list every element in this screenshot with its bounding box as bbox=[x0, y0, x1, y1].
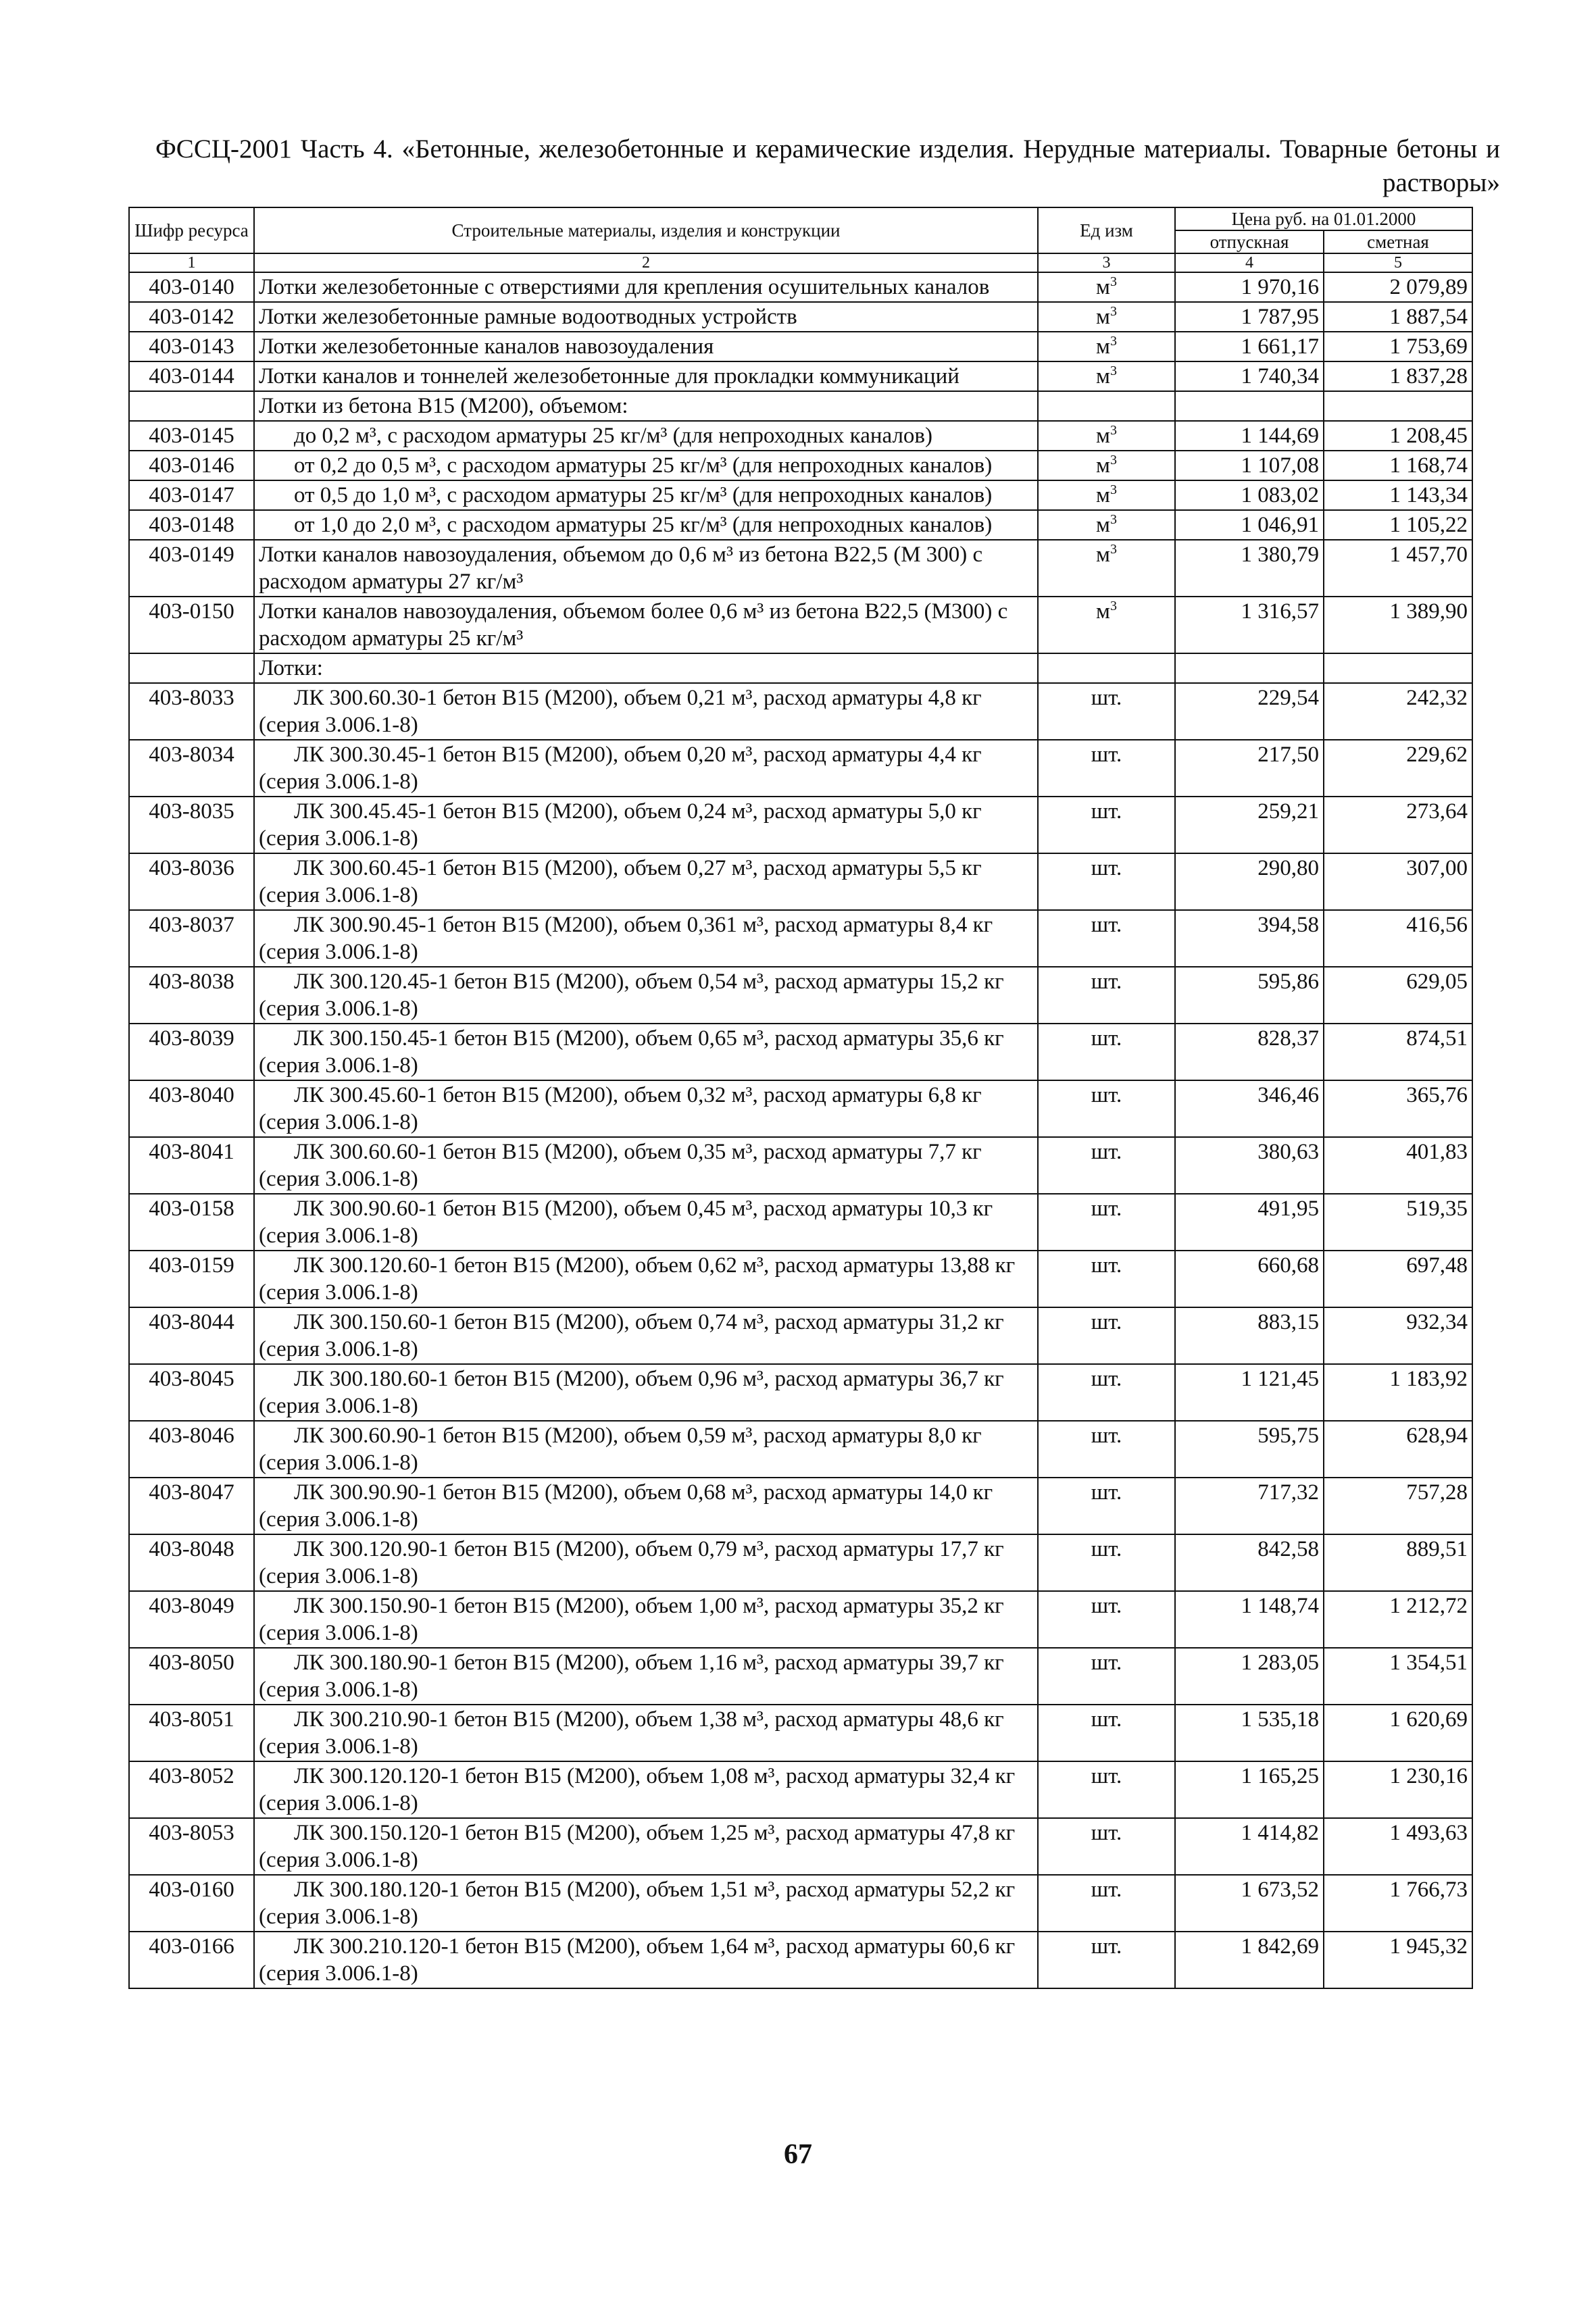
name-cell: ЛК 300.45.60-1 бетон В15 (М200), объем 0,32 м³, расход арматуры 6,8 кг (серия 3.006.1-8) bbox=[254, 1080, 1038, 1137]
name-cell: ЛК 300.90.90-1 бетон В15 (М200), объем 0,68 м³, расход арматуры 14,0 кг (серия 3.006.1-8) bbox=[254, 1478, 1038, 1534]
unit-cell bbox=[1038, 332, 1175, 361]
unit-label: шт. bbox=[1091, 1480, 1122, 1505]
unit-cell bbox=[1038, 1932, 1175, 1988]
price-release-cell: 717,32 bbox=[1175, 1478, 1324, 1534]
price-release-cell: 217,50 bbox=[1175, 740, 1324, 797]
name-cell: Лотки железобетонные каналов навозоудаления bbox=[254, 332, 1038, 361]
price-release-cell: 346,46 bbox=[1175, 1080, 1324, 1137]
price-cell bbox=[1324, 391, 1472, 421]
table-row bbox=[129, 1591, 1472, 1648]
unit-cell bbox=[1038, 1080, 1175, 1137]
unit-label: шт. bbox=[1091, 1537, 1122, 1561]
name-cell: ЛК 300.150.45-1 бетон В15 (М200), объем 0,65 м³, расход арматуры 35,6 кг (серия 3.006.1-8) bbox=[254, 1024, 1038, 1080]
price-cell bbox=[1175, 653, 1324, 683]
unit-superscript: 3 bbox=[1109, 542, 1117, 557]
table-row bbox=[129, 421, 1472, 451]
unit-cell bbox=[1038, 1591, 1175, 1648]
unit-cell bbox=[1038, 1534, 1175, 1591]
unit-superscript: 3 bbox=[1109, 423, 1117, 438]
code-cell: 403-0145 bbox=[129, 421, 254, 451]
unit-superscript: 3 bbox=[1109, 599, 1117, 613]
price-estimate-cell: 401,83 bbox=[1324, 1137, 1472, 1194]
table-row bbox=[129, 797, 1472, 853]
code-cell: 403-8044 bbox=[129, 1307, 254, 1364]
unit-label: шт. bbox=[1091, 1878, 1122, 1902]
unit-cell bbox=[1038, 740, 1175, 797]
table-row bbox=[129, 1534, 1472, 1591]
code-cell: 403-0144 bbox=[129, 361, 254, 391]
price-release-cell: 1 165,25 bbox=[1175, 1761, 1324, 1818]
unit-cell bbox=[1038, 1478, 1175, 1534]
unit-label: м bbox=[1096, 334, 1110, 359]
price-release-cell: 1 083,02 bbox=[1175, 480, 1324, 510]
unit-cell bbox=[1038, 480, 1175, 510]
unit-label: шт. bbox=[1091, 1083, 1122, 1107]
unit-label: шт. bbox=[1091, 1934, 1122, 1959]
code-cell: 403-8050 bbox=[129, 1648, 254, 1705]
table-row bbox=[129, 1875, 1472, 1932]
price-estimate-cell: 1 887,54 bbox=[1324, 302, 1472, 332]
unit-superscript: 3 bbox=[1109, 453, 1117, 468]
code-cell: 403-8052 bbox=[129, 1761, 254, 1818]
unit-cell bbox=[1038, 510, 1175, 540]
unit-cell bbox=[1038, 910, 1175, 967]
code-cell: 403-0159 bbox=[129, 1251, 254, 1307]
name-cell: ЛК 300.60.45-1 бетон В15 (М200), объем 0,27 м³, расход арматуры 5,5 кг (серия 3.006.1-8) bbox=[254, 853, 1038, 910]
code-cell: 403-8051 bbox=[129, 1705, 254, 1761]
unit-label: шт. bbox=[1091, 1367, 1122, 1391]
price-estimate-cell: 1 183,92 bbox=[1324, 1364, 1472, 1421]
unit-label: м bbox=[1096, 424, 1110, 448]
unit-cell bbox=[1038, 597, 1175, 653]
price-estimate-cell: 273,64 bbox=[1324, 797, 1472, 853]
unit-superscript: 3 bbox=[1109, 363, 1117, 378]
unit-cell bbox=[1038, 421, 1175, 451]
table-row bbox=[129, 853, 1472, 910]
col-header-unit: Ед изм bbox=[1038, 207, 1175, 253]
group-title: Лотки: bbox=[254, 653, 1038, 683]
price-release-cell: 1 046,91 bbox=[1175, 510, 1324, 540]
name-cell: ЛК 300.90.45-1 бетон В15 (М200), объем 0,361 м³, расход арматуры 8,4 кг (серия 3.006.1-8) bbox=[254, 910, 1038, 967]
table-row bbox=[129, 967, 1472, 1024]
price-estimate-cell: 1 493,63 bbox=[1324, 1818, 1472, 1875]
price-estimate-cell: 1 389,90 bbox=[1324, 597, 1472, 653]
unit-cell bbox=[1038, 1705, 1175, 1761]
unit-label: шт. bbox=[1091, 1310, 1122, 1334]
unit-cell bbox=[1038, 1251, 1175, 1307]
code-cell: 403-0148 bbox=[129, 510, 254, 540]
price-release-cell: 1 661,17 bbox=[1175, 332, 1324, 361]
price-release-cell: 828,37 bbox=[1175, 1024, 1324, 1080]
col-header-price-release: отпускная bbox=[1175, 230, 1324, 253]
price-estimate-cell: 1 457,70 bbox=[1324, 540, 1472, 597]
price-estimate-cell: 1 354,51 bbox=[1324, 1648, 1472, 1705]
table-row bbox=[129, 540, 1472, 597]
col-number: 1 bbox=[129, 253, 254, 272]
unit-cell bbox=[1038, 797, 1175, 853]
table-row bbox=[129, 1307, 1472, 1364]
unit-label: шт. bbox=[1091, 1594, 1122, 1618]
price-release-cell: 229,54 bbox=[1175, 683, 1324, 740]
price-estimate-cell: 889,51 bbox=[1324, 1534, 1472, 1591]
unit-label: м bbox=[1096, 275, 1110, 299]
table-body bbox=[129, 272, 1472, 1988]
price-estimate-cell: 307,00 bbox=[1324, 853, 1472, 910]
price-estimate-cell: 365,76 bbox=[1324, 1080, 1472, 1137]
col-header-price-group: Цена руб. на 01.01.2000 bbox=[1175, 207, 1472, 230]
unit-superscript: 3 bbox=[1109, 274, 1117, 289]
unit-label: м bbox=[1096, 453, 1110, 478]
table-row bbox=[129, 272, 1472, 302]
code-cell: 403-8045 bbox=[129, 1364, 254, 1421]
name-cell: ЛК 300.180.60-1 бетон В15 (М200), объем 0,96 м³, расход арматуры 36,7 кг (серия 3.006.1-8) bbox=[254, 1364, 1038, 1421]
unit-label: шт. bbox=[1091, 1821, 1122, 1845]
table-row bbox=[129, 1251, 1472, 1307]
code-cell: 403-0146 bbox=[129, 451, 254, 480]
table-row bbox=[129, 740, 1472, 797]
price-estimate-cell: 1 945,32 bbox=[1324, 1932, 1472, 1988]
unit-cell bbox=[1038, 1648, 1175, 1705]
code-cell: 403-0158 bbox=[129, 1194, 254, 1251]
code-cell: 403-8053 bbox=[129, 1818, 254, 1875]
table-row bbox=[129, 683, 1472, 740]
table-row bbox=[129, 510, 1472, 540]
code-cell: 403-8047 bbox=[129, 1478, 254, 1534]
unit-cell bbox=[1038, 302, 1175, 332]
price-estimate-cell: 1 766,73 bbox=[1324, 1875, 1472, 1932]
code-cell bbox=[129, 391, 254, 421]
table-row bbox=[129, 1932, 1472, 1988]
table-row bbox=[129, 1137, 1472, 1194]
unit-label: шт. bbox=[1091, 686, 1122, 710]
price-estimate-cell: 1 168,74 bbox=[1324, 451, 1472, 480]
name-cell: от 0,5 до 1,0 м³, с расходом арматуры 25 кг/м³ (для непроходных каналов) bbox=[254, 480, 1038, 510]
table-row bbox=[129, 597, 1472, 653]
code-cell: 403-0147 bbox=[129, 480, 254, 510]
name-cell: ЛК 300.150.60-1 бетон В15 (М200), объем 0,74 м³, расход арматуры 31,2 кг (серия 3.006.1-8) bbox=[254, 1307, 1038, 1364]
price-estimate-cell: 1 212,72 bbox=[1324, 1591, 1472, 1648]
code-cell: 403-0143 bbox=[129, 332, 254, 361]
unit-label: м bbox=[1096, 305, 1110, 329]
price-estimate-cell: 519,35 bbox=[1324, 1194, 1472, 1251]
table-row bbox=[129, 480, 1472, 510]
unit-cell bbox=[1038, 272, 1175, 302]
price-release-cell: 660,68 bbox=[1175, 1251, 1324, 1307]
table-row bbox=[129, 332, 1472, 361]
col-number: 3 bbox=[1038, 253, 1175, 272]
price-release-cell: 883,15 bbox=[1175, 1307, 1324, 1364]
price-release-cell: 1 535,18 bbox=[1175, 1705, 1324, 1761]
price-release-cell: 394,58 bbox=[1175, 910, 1324, 967]
unit-label: шт. bbox=[1091, 856, 1122, 880]
name-cell: ЛК 300.210.90-1 бетон В15 (М200), объем 1,38 м³, расход арматуры 48,6 кг (серия 3.006.1-8) bbox=[254, 1705, 1038, 1761]
code-cell: 403-8046 bbox=[129, 1421, 254, 1478]
name-cell: ЛК 300.120.90-1 бетон В15 (М200), объем 0,79 м³, расход арматуры 17,7 кг (серия 3.006.1-8) bbox=[254, 1534, 1038, 1591]
price-estimate-cell: 1 753,69 bbox=[1324, 332, 1472, 361]
unit-cell bbox=[1038, 967, 1175, 1024]
unit-cell bbox=[1038, 1421, 1175, 1478]
price-estimate-cell: 874,51 bbox=[1324, 1024, 1472, 1080]
code-cell: 403-8036 bbox=[129, 853, 254, 910]
code-cell: 403-0149 bbox=[129, 540, 254, 597]
code-cell: 403-8041 bbox=[129, 1137, 254, 1194]
unit-label: шт. bbox=[1091, 913, 1122, 937]
unit-cell bbox=[1038, 653, 1175, 683]
unit-label: шт. bbox=[1091, 1651, 1122, 1675]
unit-label: шт. bbox=[1091, 1707, 1122, 1732]
price-release-cell: 290,80 bbox=[1175, 853, 1324, 910]
name-cell: ЛК 300.180.120-1 бетон В15 (М200), объем 1,51 м³, расход арматуры 52,2 кг (серия 3.006.1-8) bbox=[254, 1875, 1038, 1932]
unit-cell bbox=[1038, 683, 1175, 740]
name-cell: ЛК 300.60.30-1 бетон В15 (М200), объем 0,21 м³, расход арматуры 4,8 кг (серия 3.006.1-8) bbox=[254, 683, 1038, 740]
price-estimate-cell: 1 143,34 bbox=[1324, 480, 1472, 510]
unit-label: шт. bbox=[1091, 1764, 1122, 1788]
price-estimate-cell: 628,94 bbox=[1324, 1421, 1472, 1478]
unit-cell bbox=[1038, 853, 1175, 910]
price-release-cell: 1 970,16 bbox=[1175, 272, 1324, 302]
name-cell: ЛК 300.210.120-1 бетон В15 (М200), объем 1,64 м³, расход арматуры 60,6 кг (серия 3.006.1-8) bbox=[254, 1932, 1038, 1988]
name-cell: ЛК 300.150.90-1 бетон В15 (М200), объем 1,00 м³, расход арматуры 35,2 кг (серия 3.006.1-8) bbox=[254, 1591, 1038, 1648]
name-cell: ЛК 300.30.45-1 бетон В15 (М200), объем 0,20 м³, расход арматуры 4,4 кг (серия 3.006.1-8) bbox=[254, 740, 1038, 797]
price-release-cell: 1 414,82 bbox=[1175, 1818, 1324, 1875]
price-release-cell: 1 380,79 bbox=[1175, 540, 1324, 597]
price-estimate-cell: 932,34 bbox=[1324, 1307, 1472, 1364]
code-cell: 403-0150 bbox=[129, 597, 254, 653]
name-cell: Лотки каналов навозоудаления, объемом более 0,6 м³ из бетона В22,5 (М300) с расходом арматуры 25 кг/м³ bbox=[254, 597, 1038, 653]
col-number: 4 bbox=[1175, 253, 1324, 272]
group-title: Лотки из бетона В15 (М200), объемом: bbox=[254, 391, 1038, 421]
price-release-cell: 1 787,95 bbox=[1175, 302, 1324, 332]
page-number: 67 bbox=[784, 2139, 812, 2170]
name-cell: ЛК 300.120.45-1 бетон В15 (М200), объем 0,54 м³, расход арматуры 15,2 кг (серия 3.006.1-8) bbox=[254, 967, 1038, 1024]
unit-label: м bbox=[1096, 364, 1110, 388]
unit-label: м bbox=[1096, 513, 1110, 537]
price-estimate-cell: 629,05 bbox=[1324, 967, 1472, 1024]
price-estimate-cell: 1 620,69 bbox=[1324, 1705, 1472, 1761]
unit-cell bbox=[1038, 1024, 1175, 1080]
unit-cell bbox=[1038, 1307, 1175, 1364]
name-cell: Лотки каналов навозоудаления, объемом до 0,6 м³ из бетона В22,5 (М 300) с расходом арматуры 27 кг/м³ bbox=[254, 540, 1038, 597]
unit-cell bbox=[1038, 1364, 1175, 1421]
unit-label: шт. bbox=[1091, 743, 1122, 767]
price-release-cell: 1 107,08 bbox=[1175, 451, 1324, 480]
name-cell: от 0,2 до 0,5 м³, с расходом арматуры 25 кг/м³ (для непроходных каналов) bbox=[254, 451, 1038, 480]
name-cell: ЛК 300.90.60-1 бетон В15 (М200), объем 0,45 м³, расход арматуры 10,3 кг (серия 3.006.1-8) bbox=[254, 1194, 1038, 1251]
price-release-cell: 1 842,69 bbox=[1175, 1932, 1324, 1988]
price-estimate-cell: 2 079,89 bbox=[1324, 272, 1472, 302]
code-cell bbox=[129, 653, 254, 683]
code-cell: 403-8048 bbox=[129, 1534, 254, 1591]
table-row bbox=[129, 1364, 1472, 1421]
price-release-cell: 491,95 bbox=[1175, 1194, 1324, 1251]
unit-superscript: 3 bbox=[1109, 304, 1117, 319]
name-cell: Лотки железобетонные рамные водоотводных устройств bbox=[254, 302, 1038, 332]
price-cell bbox=[1175, 391, 1324, 421]
unit-cell bbox=[1038, 1137, 1175, 1194]
price-estimate-cell: 1 105,22 bbox=[1324, 510, 1472, 540]
price-cell bbox=[1324, 653, 1472, 683]
price-estimate-cell: 416,56 bbox=[1324, 910, 1472, 967]
table-row bbox=[129, 1818, 1472, 1875]
code-cell: 403-8039 bbox=[129, 1024, 254, 1080]
unit-label: шт. bbox=[1091, 1026, 1122, 1051]
name-cell: ЛК 300.45.45-1 бетон В15 (М200), объем 0,24 м³, расход арматуры 5,0 кг (серия 3.006.1-8) bbox=[254, 797, 1038, 853]
unit-label: шт. bbox=[1091, 799, 1122, 824]
col-header-code: Шифр ресурса bbox=[129, 207, 254, 253]
price-release-cell: 842,58 bbox=[1175, 1534, 1324, 1591]
name-cell: ЛК 300.120.60-1 бетон В15 (М200), объем 0,62 м³, расход арматуры 13,88 кг (серия 3.006.1-8) bbox=[254, 1251, 1038, 1307]
code-cell: 403-8034 bbox=[129, 740, 254, 797]
unit-label: шт. bbox=[1091, 1140, 1122, 1164]
col-header-price-estimate: сметная bbox=[1324, 230, 1472, 253]
table-row bbox=[129, 1024, 1472, 1080]
name-cell: ЛК 300.120.120-1 бетон В15 (М200), объем 1,08 м³, расход арматуры 32,4 кг (серия 3.006.1-8) bbox=[254, 1761, 1038, 1818]
unit-cell bbox=[1038, 391, 1175, 421]
name-cell: ЛК 300.60.90-1 бетон В15 (М200), объем 0,59 м³, расход арматуры 8,0 кг (серия 3.006.1-8) bbox=[254, 1421, 1038, 1478]
unit-label: шт. bbox=[1091, 1197, 1122, 1221]
price-estimate-cell: 1 837,28 bbox=[1324, 361, 1472, 391]
unit-cell bbox=[1038, 1194, 1175, 1251]
group-row bbox=[129, 391, 1472, 421]
code-cell: 403-0160 bbox=[129, 1875, 254, 1932]
unit-label: шт. bbox=[1091, 1253, 1122, 1278]
col-header-name: Строительные материалы, изделия и конструкции bbox=[254, 207, 1038, 253]
name-cell: ЛК 300.180.90-1 бетон В15 (М200), объем 1,16 м³, расход арматуры 39,7 кг (серия 3.006.1-8) bbox=[254, 1648, 1038, 1705]
unit-superscript: 3 bbox=[1109, 512, 1117, 527]
price-release-cell: 1 740,34 bbox=[1175, 361, 1324, 391]
name-cell: Лотки железобетонные с отверстиями для крепления осушительных каналов bbox=[254, 272, 1038, 302]
unit-cell bbox=[1038, 1875, 1175, 1932]
table-row bbox=[129, 1080, 1472, 1137]
price-release-cell: 1 148,74 bbox=[1175, 1591, 1324, 1648]
table-row bbox=[129, 910, 1472, 967]
table-row bbox=[129, 302, 1472, 332]
price-estimate-cell: 757,28 bbox=[1324, 1478, 1472, 1534]
unit-label: м bbox=[1096, 543, 1110, 567]
price-release-cell: 595,86 bbox=[1175, 967, 1324, 1024]
price-release-cell: 1 121,45 bbox=[1175, 1364, 1324, 1421]
unit-label: шт. bbox=[1091, 1424, 1122, 1448]
unit-cell bbox=[1038, 451, 1175, 480]
group-row bbox=[129, 653, 1472, 683]
table-row bbox=[129, 1705, 1472, 1761]
table-row bbox=[129, 1648, 1472, 1705]
unit-label: шт. bbox=[1091, 970, 1122, 994]
price-release-cell: 380,63 bbox=[1175, 1137, 1324, 1194]
table-row bbox=[129, 361, 1472, 391]
col-number: 5 bbox=[1324, 253, 1472, 272]
price-estimate-cell: 1 230,16 bbox=[1324, 1761, 1472, 1818]
price-release-cell: 1 144,69 bbox=[1175, 421, 1324, 451]
unit-cell bbox=[1038, 1818, 1175, 1875]
unit-cell bbox=[1038, 1761, 1175, 1818]
table-row bbox=[129, 1478, 1472, 1534]
name-cell: ЛК 300.150.120-1 бетон В15 (М200), объем 1,25 м³, расход арматуры 47,8 кг (серия 3.006.1-8) bbox=[254, 1818, 1038, 1875]
code-cell: 403-0140 bbox=[129, 272, 254, 302]
unit-superscript: 3 bbox=[1109, 482, 1117, 497]
price-estimate-cell: 229,62 bbox=[1324, 740, 1472, 797]
code-cell: 403-8037 bbox=[129, 910, 254, 967]
code-cell: 403-8038 bbox=[129, 967, 254, 1024]
col-number: 2 bbox=[254, 253, 1038, 272]
price-release-cell: 1 673,52 bbox=[1175, 1875, 1324, 1932]
price-estimate-cell: 1 208,45 bbox=[1324, 421, 1472, 451]
code-cell: 403-0142 bbox=[129, 302, 254, 332]
code-cell: 403-8040 bbox=[129, 1080, 254, 1137]
unit-label: м bbox=[1096, 599, 1110, 624]
name-cell: Лотки каналов и тоннелей железобетонные для прокладки коммуникаций bbox=[254, 361, 1038, 391]
table-row bbox=[129, 1421, 1472, 1478]
unit-superscript: 3 bbox=[1109, 334, 1117, 349]
code-cell: 403-8033 bbox=[129, 683, 254, 740]
unit-cell bbox=[1038, 540, 1175, 597]
unit-cell bbox=[1038, 361, 1175, 391]
price-release-cell: 259,21 bbox=[1175, 797, 1324, 853]
unit-label: м bbox=[1096, 483, 1110, 507]
name-cell: до 0,2 м³, с расходом арматуры 25 кг/м³ (для непроходных каналов) bbox=[254, 421, 1038, 451]
price-estimate-cell: 242,32 bbox=[1324, 683, 1472, 740]
price-release-cell: 595,75 bbox=[1175, 1421, 1324, 1478]
table-row bbox=[129, 1761, 1472, 1818]
code-cell: 403-0166 bbox=[129, 1932, 254, 1988]
name-cell: ЛК 300.60.60-1 бетон В15 (М200), объем 0,35 м³, расход арматуры 7,7 кг (серия 3.006.1-8) bbox=[254, 1137, 1038, 1194]
table-row bbox=[129, 1194, 1472, 1251]
price-estimate-cell: 697,48 bbox=[1324, 1251, 1472, 1307]
code-cell: 403-8049 bbox=[129, 1591, 254, 1648]
table-row bbox=[129, 451, 1472, 480]
code-cell: 403-8035 bbox=[129, 797, 254, 853]
price-table bbox=[128, 207, 1473, 1989]
price-release-cell: 1 283,05 bbox=[1175, 1648, 1324, 1705]
price-release-cell: 1 316,57 bbox=[1175, 597, 1324, 653]
name-cell: от 1,0 до 2,0 м³, с расходом арматуры 25 кг/м³ (для непроходных каналов) bbox=[254, 510, 1038, 540]
page-title: ФССЦ-2001 Часть 4. «Бетонные, железобетонные и керамические изделия. Нерудные материалы. Товарные бетоны и растворы» bbox=[155, 134, 1500, 197]
